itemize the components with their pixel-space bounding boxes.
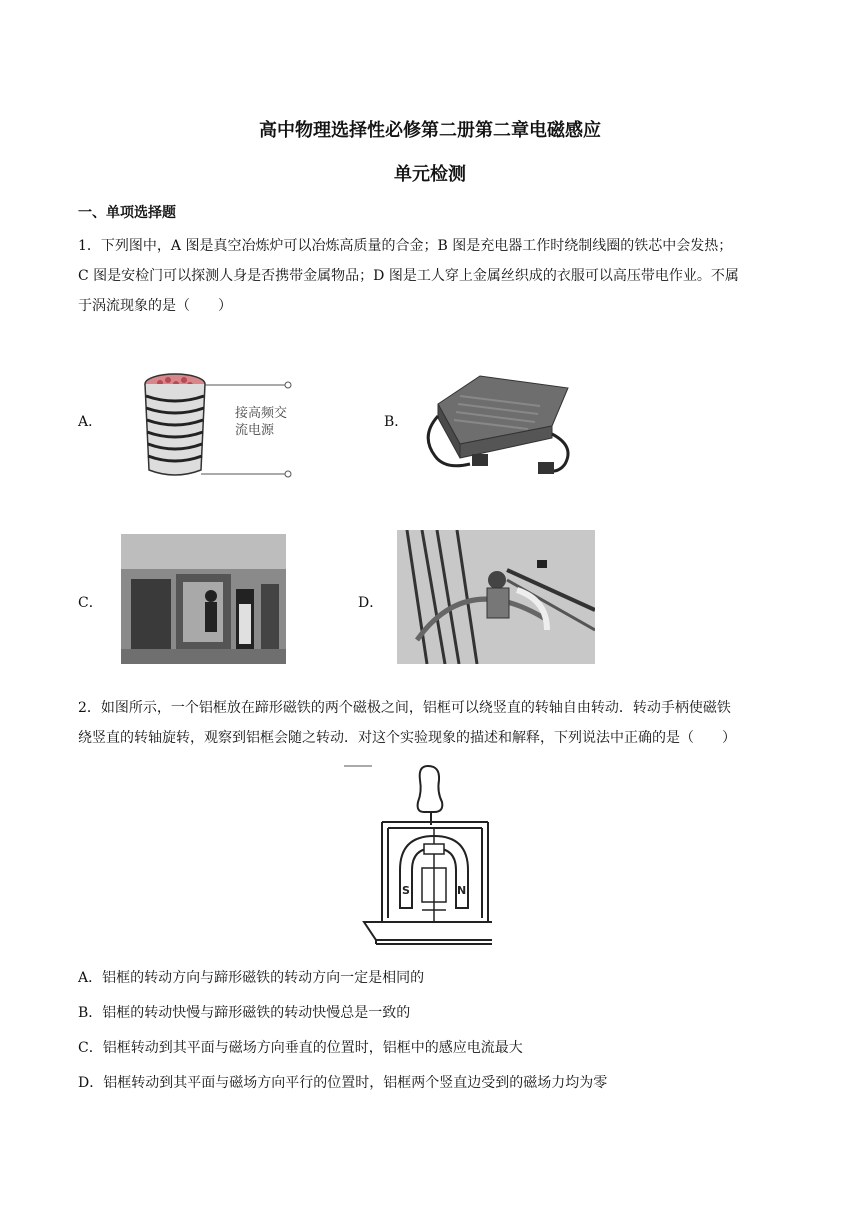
question-2-text xyxy=(78,693,783,753)
question-2-choice-a: A．铝框的转动方向与蹄形磁铁的转动方向一定是相同的 xyxy=(78,970,425,986)
option-c-label: C． xyxy=(78,595,103,611)
document-title: 高中物理选择性必修第二册第二章电磁感应 xyxy=(259,120,601,141)
charger-figure xyxy=(420,366,585,476)
option-b-label: B． xyxy=(384,414,409,430)
option-a-label: A． xyxy=(78,414,103,430)
question-1-line-3: 于涡流现象的是（ ） xyxy=(78,298,232,314)
document-subtitle: 单元检测 xyxy=(394,164,466,185)
option-d-label: D． xyxy=(358,595,384,611)
furnace-figure xyxy=(135,370,305,485)
question-1-line-1: 1．下列图中，A 图是真空冶炼炉可以冶炼高质量的合金；B 图是充电器工作时绕制线圈的铁芯中会发热； xyxy=(78,238,733,254)
magnet-pole-s: S xyxy=(402,884,410,897)
question-1-text xyxy=(78,231,783,321)
question-2-choice-b: B．铝框的转动快慢与蹄形磁铁的转动快慢总是一致的 xyxy=(78,1005,411,1021)
section-heading: 一、单项选择题 xyxy=(78,205,176,221)
question-2-line-1: 2．如图所示，一个铝框放在蹄形磁铁的两个磁极之间，铝框可以绕竖直的转轴自由转动．转动手柄使磁铁 xyxy=(78,700,731,716)
security-gate-figure xyxy=(121,534,286,664)
question-2-choice-c: C．铝框转动到其平面与磁场方向垂直的位置时，铝框中的感应电流最大 xyxy=(78,1040,523,1056)
question-2-choice-d: D．铝框转动到其平面与磁场方向平行的位置时，铝框两个竖直边受到的磁场力均为零 xyxy=(78,1075,608,1091)
question-1-line-2: C 图是安检门可以探测人身是否携带金属物品；D 图是工人穿上金属丝织成的衣服可以高压带电作业。不属 xyxy=(78,268,739,284)
question-2-line-2: 绕竖直的转轴旋转，观察到铝框会随之转动．对这个实验现象的描述和解释，下列说法中正确的是（ ） xyxy=(78,730,736,746)
furnace-label-line-2: 流电源 xyxy=(235,423,275,438)
furnace-label-line-1: 接高频交 xyxy=(235,406,288,421)
magnet-apparatus-figure xyxy=(342,760,492,950)
magnet-pole-n: N xyxy=(457,884,467,897)
live-line-worker-figure xyxy=(397,530,595,664)
